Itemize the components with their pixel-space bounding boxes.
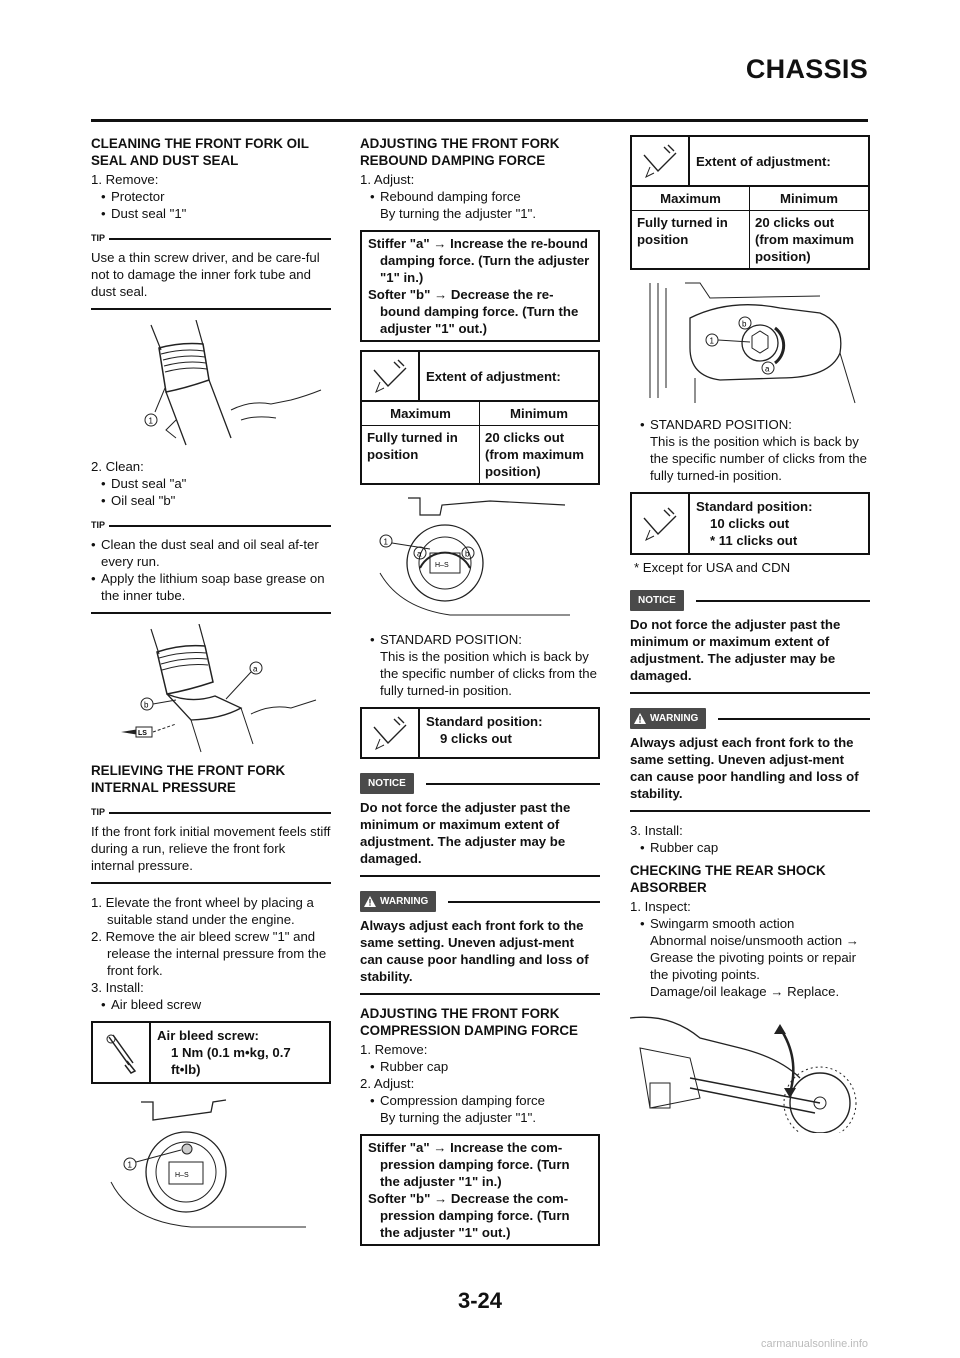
list-item: • Dust seal "1" [91, 205, 331, 222]
step: 1. Remove: [91, 172, 159, 187]
figure-compression-adjuster [630, 278, 870, 408]
adjust-direction-box [360, 230, 600, 342]
footnote: * Except for USA and CDN [634, 560, 791, 575]
list-item: • Swingarm smooth action [630, 915, 870, 932]
column-middle [360, 135, 600, 1254]
figure-swingarm-action [630, 1008, 870, 1133]
list-subtext: This is the position which is back by the specific number of clicks from the fully turned-in position. [650, 434, 867, 483]
hs-marking: H–S [175, 1172, 189, 1179]
adjust-direction-box [360, 1134, 600, 1246]
extent-label: Extent of adjustment: [426, 368, 561, 384]
list-item: • STANDARD POSITION: [630, 416, 870, 433]
list-item: • Rubber cap [360, 1058, 600, 1075]
figure-seal-cleaning [91, 624, 331, 754]
tip-box [91, 804, 331, 884]
section-title-compression: ADJUSTING THE FRONT FORK COMPRESSION DAMPING FORCE [360, 1006, 578, 1038]
notice-text: Do not force the adjuster past the minimum or maximum extent of adjustment. The adjuster may be damaged. [630, 617, 841, 683]
callout-b: b [465, 549, 470, 559]
list-subtext: By turning the adjuster "1". [380, 206, 536, 221]
section-title-rebound: ADJUSTING THE FRONT FORK REBOUND DAMPING FORCE [360, 136, 560, 168]
wrench-icon [632, 494, 690, 553]
min-header: Minimum [750, 187, 868, 211]
list-item: • STANDARD POSITION: [360, 631, 600, 648]
tip-label: TIP [91, 804, 331, 821]
callout-b: b [144, 700, 149, 710]
torque-box [91, 1021, 331, 1084]
list-subtext: By turning the adjuster "1". [380, 1110, 536, 1125]
step: 1. Elevate the front wheel by placing a suitable stand under the engine. [91, 895, 314, 927]
max-header: Maximum [362, 402, 480, 426]
figure-rebound-adjuster [360, 493, 600, 623]
extent-table [630, 135, 870, 270]
tip-item: • Apply the lithium soap base grease on the inner tube. [91, 570, 331, 604]
list-subtext: Damage/oil leakage → Replace. [650, 984, 840, 999]
standard-position-value: 9 clicks out [440, 731, 512, 746]
notice-badge: NOTICE [360, 773, 414, 794]
grease-icon: LS [138, 730, 147, 737]
softer-text: Softer "b" → Decrease the re-bound damping force. (Turn the adjuster "1" out.) [368, 287, 579, 336]
warning-badge: WARNING [380, 896, 429, 907]
list-item: • Compression damping force [360, 1092, 600, 1109]
tip-box [91, 517, 331, 614]
wrench-icon [632, 137, 690, 185]
extent-label: Extent of adjustment: [696, 153, 831, 169]
column-left [91, 135, 331, 1240]
warning-text: Always adjust each front fork to the same setting. Uneven adjust-ment can cause poor handling and loss of stability. [630, 735, 859, 801]
notice-box [630, 590, 870, 694]
list-item: • Rebound damping force [360, 188, 600, 205]
list-subtext: This is the position which is back by the specific number of clicks from the fully turned-in position. [380, 649, 597, 698]
callout-a: a [765, 364, 770, 374]
softer-text: Softer "b" → Decrease the com-pression damping force. (Turn the adjuster "1" out.) [368, 1191, 570, 1240]
min-value: 20 clicks out (from maximum position) [485, 430, 584, 479]
step: 3. Install: [630, 823, 683, 838]
step: 2. Adjust: [360, 1076, 415, 1091]
section-title-shock: CHECKING THE REAR SHOCK ABSORBER [630, 863, 826, 895]
callout-b: b [742, 319, 747, 329]
figure-dust-seal-removal [91, 320, 331, 450]
standard-position-box [630, 492, 870, 555]
stiffer-text: Stiffer "a" → Increase the re-bound damping force. (Turn the adjuster "1" in.) [368, 236, 590, 285]
torque-label: Air bleed screw: [157, 1028, 259, 1043]
notice-box [360, 773, 600, 877]
stiffer-text: Stiffer "a" → Increase the com-pression damping force. (Turn the adjuster "1" in.) [368, 1140, 570, 1189]
max-value: Fully turned in position [632, 211, 750, 268]
warning-box [360, 891, 600, 995]
list-item: • Dust seal "a" [91, 475, 331, 492]
wrench-icon [362, 352, 420, 400]
warning-icon [364, 896, 376, 907]
standard-position-box [360, 707, 600, 759]
callout-1: 1 [148, 416, 153, 426]
page-title: CHASSIS [745, 54, 868, 84]
min-header: Minimum [480, 402, 598, 426]
list-item: • Rubber cap [630, 839, 870, 856]
tip-label: TIP [91, 230, 331, 247]
list-item: • Air bleed screw [91, 996, 331, 1013]
standard-position-value: 10 clicks out [710, 516, 790, 531]
tip-text: If the front fork initial movement feels stiff during a run, relieve the front fork internal pressure. [91, 824, 331, 873]
standard-position-value-alt: * 11 clicks out [710, 533, 798, 548]
step: 1. Remove: [360, 1042, 428, 1057]
warning-box [630, 708, 870, 812]
max-header: Maximum [632, 187, 750, 211]
tip-label: TIP [91, 517, 331, 534]
figure-air-bleed-screw [91, 1092, 331, 1232]
torque-value: 1 Nm (0.1 m•kg, 0.7 ft•lb) [171, 1045, 291, 1077]
tip-text: Use a thin screw driver, and be care-ful not to damage the inner fork tube and dust seal. [91, 250, 320, 299]
tip-box [91, 230, 331, 310]
step: 2. Remove the air bleed screw "1" and release the internal pressure from the front fork. [91, 929, 327, 978]
warning-badge: WARNING [650, 713, 699, 724]
section-title-clean-seal: CLEANING THE FRONT FORK OIL SEAL AND DUST SEAL [91, 136, 309, 168]
torque-wrench-icon [93, 1023, 151, 1082]
list-subtext: Abnormal noise/unsmooth action → Grease the pivoting points or repair the pivoting points. [650, 933, 859, 982]
header-rule [91, 119, 868, 122]
section-title-relieve: RELIEVING THE FRONT FORK INTERNAL PRESSURE [91, 763, 286, 795]
column-right [630, 135, 870, 1141]
notice-text: Do not force the adjuster past the minimum or maximum extent of adjustment. The adjuster may be damaged. [360, 800, 571, 866]
tip-item: • Clean the dust seal and oil seal af-ter every run. [91, 536, 331, 570]
callout-1: 1 [127, 1160, 132, 1170]
wrench-icon [362, 709, 420, 757]
step: 1. Adjust: [360, 172, 415, 187]
callout-a: a [253, 664, 258, 674]
callout-1: 1 [383, 537, 388, 547]
step: 2. Clean: [91, 459, 144, 474]
hs-marking: H–S [435, 562, 449, 569]
warning-icon [634, 713, 646, 724]
step: 1. Inspect: [630, 899, 691, 914]
list-item: • Oil seal "b" [91, 492, 331, 509]
min-value: 20 clicks out (from maximum position) [755, 215, 854, 264]
watermark: carmanualsonline.info [760, 1338, 868, 1350]
list-item: • Protector [91, 188, 331, 205]
extent-table [360, 350, 600, 485]
page-number: 3-24 [457, 1288, 503, 1313]
step: 3. Install: [91, 980, 144, 995]
max-value: Fully turned in position [362, 426, 480, 483]
standard-position-label: Standard position: [696, 499, 813, 514]
notice-badge: NOTICE [630, 590, 684, 611]
callout-a: a [417, 549, 422, 559]
callout-1: 1 [709, 336, 714, 346]
standard-position-label: Standard position: [426, 714, 543, 729]
warning-text: Always adjust each front fork to the same setting. Uneven adjust-ment can cause poor handling and loss of stability. [360, 918, 589, 984]
